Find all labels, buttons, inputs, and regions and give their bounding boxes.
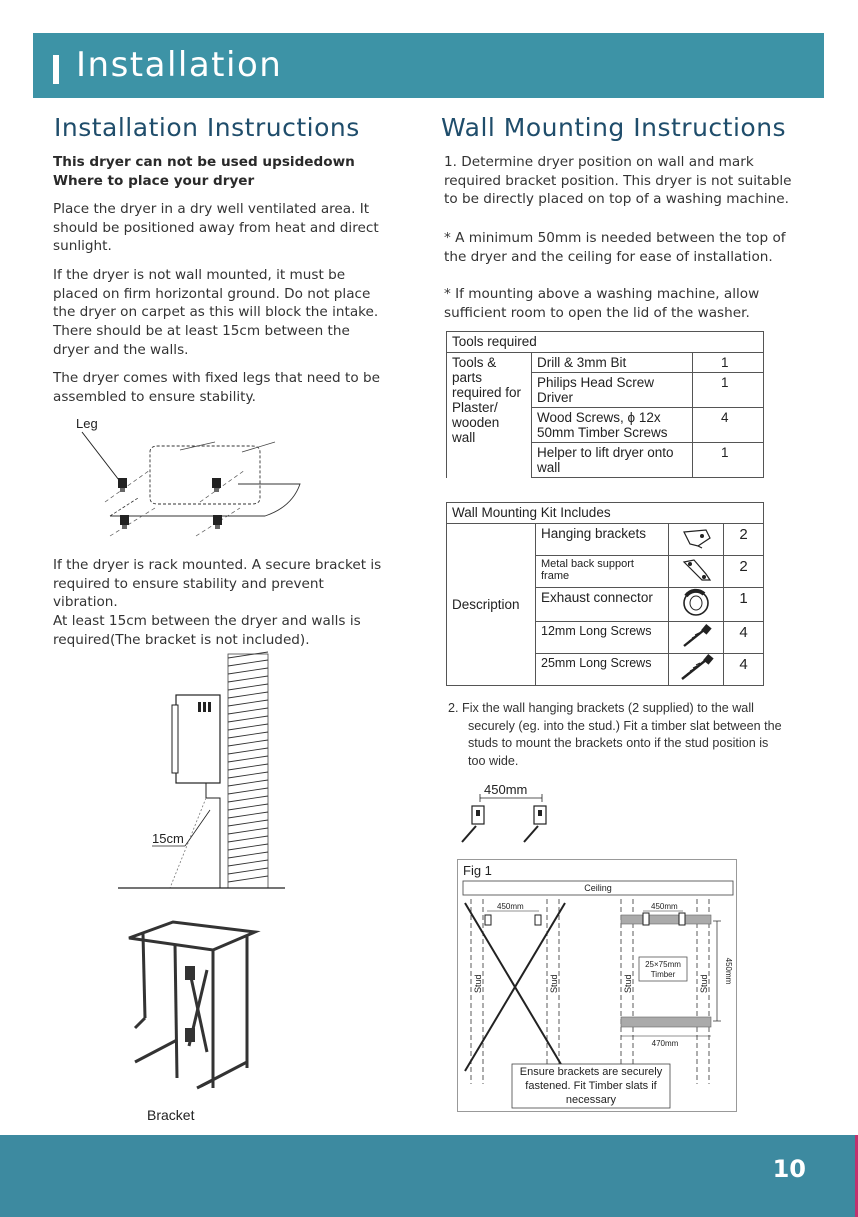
- stud-label: Stud: [473, 974, 483, 993]
- tool-item: Drill & 3mm Bit: [532, 353, 693, 373]
- leg-icon: [213, 515, 222, 529]
- rack-paragraph: If the dryer is rack mounted. A secure bracket is required to ensure stability and prevent vibration.: [53, 557, 382, 611]
- kit-qty: 1: [724, 588, 764, 622]
- screw-icon: [524, 826, 538, 842]
- installation-heading: Installation Instructions: [54, 113, 360, 142]
- screw-icon: [462, 826, 476, 842]
- stud-label: Stud: [699, 974, 709, 993]
- step-2-text: 2. Fix the wall hanging brackets (2 supplied) to the wall securely (eg. into the stud.) Fit a timber slat between the studs to mount the brackets onto if the stud position is too wide.: [448, 701, 782, 768]
- kit-qty: 2: [724, 556, 764, 588]
- kit-item: Hanging brackets: [536, 524, 669, 556]
- fig-note-text: Ensure brackets are securely fastened. Fit Timber slats if necessary: [519, 1066, 663, 1106]
- ceiling-label: Ceiling: [584, 883, 612, 893]
- legs-illustration: [70, 412, 310, 542]
- tool-item: Wood Screws, ϕ 12x 50mm Timber Screws: [532, 408, 693, 443]
- fig-label: Fig 1: [463, 863, 492, 878]
- dim-a-label: 450mm: [497, 902, 524, 911]
- bracket-spacing-illustration: [450, 780, 570, 850]
- screw-icon: [669, 622, 724, 654]
- dryer-base-outline: [150, 446, 260, 504]
- kit-table: [446, 502, 764, 686]
- bracket-spacing-label: 450mm: [484, 782, 528, 797]
- kit-category: Description: [447, 524, 536, 686]
- support-frame-icon: [669, 556, 724, 588]
- tool-qty: 1: [693, 373, 764, 408]
- floor-outline: [110, 484, 300, 516]
- exhaust-connector-icon: [669, 588, 724, 622]
- kit-table-title: Wall Mounting Kit Includes: [447, 503, 764, 524]
- tools-table-title: Tools required: [447, 332, 764, 353]
- leg-icon: [118, 478, 127, 492]
- kit-qty: 4: [724, 654, 764, 686]
- leg-label: Leg: [76, 416, 98, 431]
- section-banner: [33, 33, 824, 98]
- washer-note: * If mounting above a washing machine, allow sufficient room to open the lid of the washer.: [444, 286, 760, 321]
- timber-slat-top: [621, 915, 711, 924]
- tools-table: [446, 331, 764, 478]
- wall-mounting-heading: Wall Mounting Instructions: [441, 113, 787, 142]
- kit-qty: 2: [724, 524, 764, 556]
- dim-b-label: 450mm: [651, 902, 678, 911]
- page-footer: [0, 1135, 858, 1217]
- floor-paragraph: If the dryer is not wall mounted, it must be placed on firm horizontal ground. Do not place the dryer on carpet as this will block the intake. There should be at least 15cm between the dryer and the walls.: [53, 267, 379, 358]
- tools-category: Tools & parts required for Plaster/ wooden wall: [447, 353, 532, 478]
- wall-clearance-illustration: [110, 650, 300, 895]
- placement-paragraph: Place the dryer in a dry well ventilated area. It should be positioned away from heat and direct sunlight.: [53, 201, 379, 255]
- tool-item: Philips Head Screw Driver: [532, 373, 693, 408]
- stud-label: Stud: [549, 974, 559, 993]
- banner-accent-bar: [53, 55, 59, 84]
- stud-label: Stud: [623, 974, 633, 993]
- placement-subheading: Where to place your dryer: [53, 173, 255, 189]
- tool-qty: 1: [693, 443, 764, 478]
- tool-qty: 4: [693, 408, 764, 443]
- dryer-side-icon: [172, 695, 220, 783]
- gap-label: 15cm: [152, 831, 184, 846]
- rack-bracket-illustration: [115, 910, 275, 1123]
- section-title: Installation: [76, 45, 283, 85]
- timber-size-label: 25×75mm: [645, 960, 681, 969]
- leg-pointer-line: [82, 432, 122, 484]
- tool-qty: 1: [693, 353, 764, 373]
- leg-icon: [120, 515, 129, 529]
- tool-item: Helper to lift dryer onto wall: [532, 443, 693, 478]
- dim-vertical-label: 450mm: [724, 957, 733, 985]
- leg-icon: [212, 478, 221, 492]
- bracket-label: Bracket: [147, 1107, 195, 1123]
- legs-paragraph: The dryer comes with fixed legs that need to be assembled to ensure stability.: [53, 370, 380, 405]
- fig-1-diagram: [457, 859, 738, 1113]
- dim-bottom-label: 470mm: [651, 1039, 679, 1048]
- kit-item: 12mm Long Screws: [536, 622, 669, 654]
- wall-hatching: [228, 652, 268, 888]
- warning-upsidedown: This dryer can not be used upsidedown: [53, 154, 355, 170]
- kit-qty: 4: [724, 622, 764, 654]
- kit-item: Metal back support frame: [536, 556, 669, 588]
- page-number: 10: [772, 1155, 806, 1183]
- step-1-text: 1. Determine dryer position on wall and mark required bracket position. This dryer is not suitable to be directly placed on top of a washing machine.: [444, 154, 792, 208]
- ceiling-note: * A minimum 50mm is needed between the top of the dryer and the ceiling for ease of installation.: [444, 230, 786, 265]
- hanging-bracket-icon: [472, 806, 484, 824]
- hanging-bracket-icon: [534, 806, 546, 824]
- timber-slat-bottom: [621, 1017, 711, 1027]
- hanging-bracket-icon: [669, 524, 724, 556]
- rack-clearance-paragraph: At least 15cm between the dryer and walls is required(The bracket is not included).: [53, 613, 361, 648]
- kit-item: 25mm Long Screws: [536, 654, 669, 686]
- timber-label: Timber: [650, 970, 676, 979]
- kit-item: Exhaust connector: [536, 588, 669, 622]
- screw-icon: [669, 654, 724, 686]
